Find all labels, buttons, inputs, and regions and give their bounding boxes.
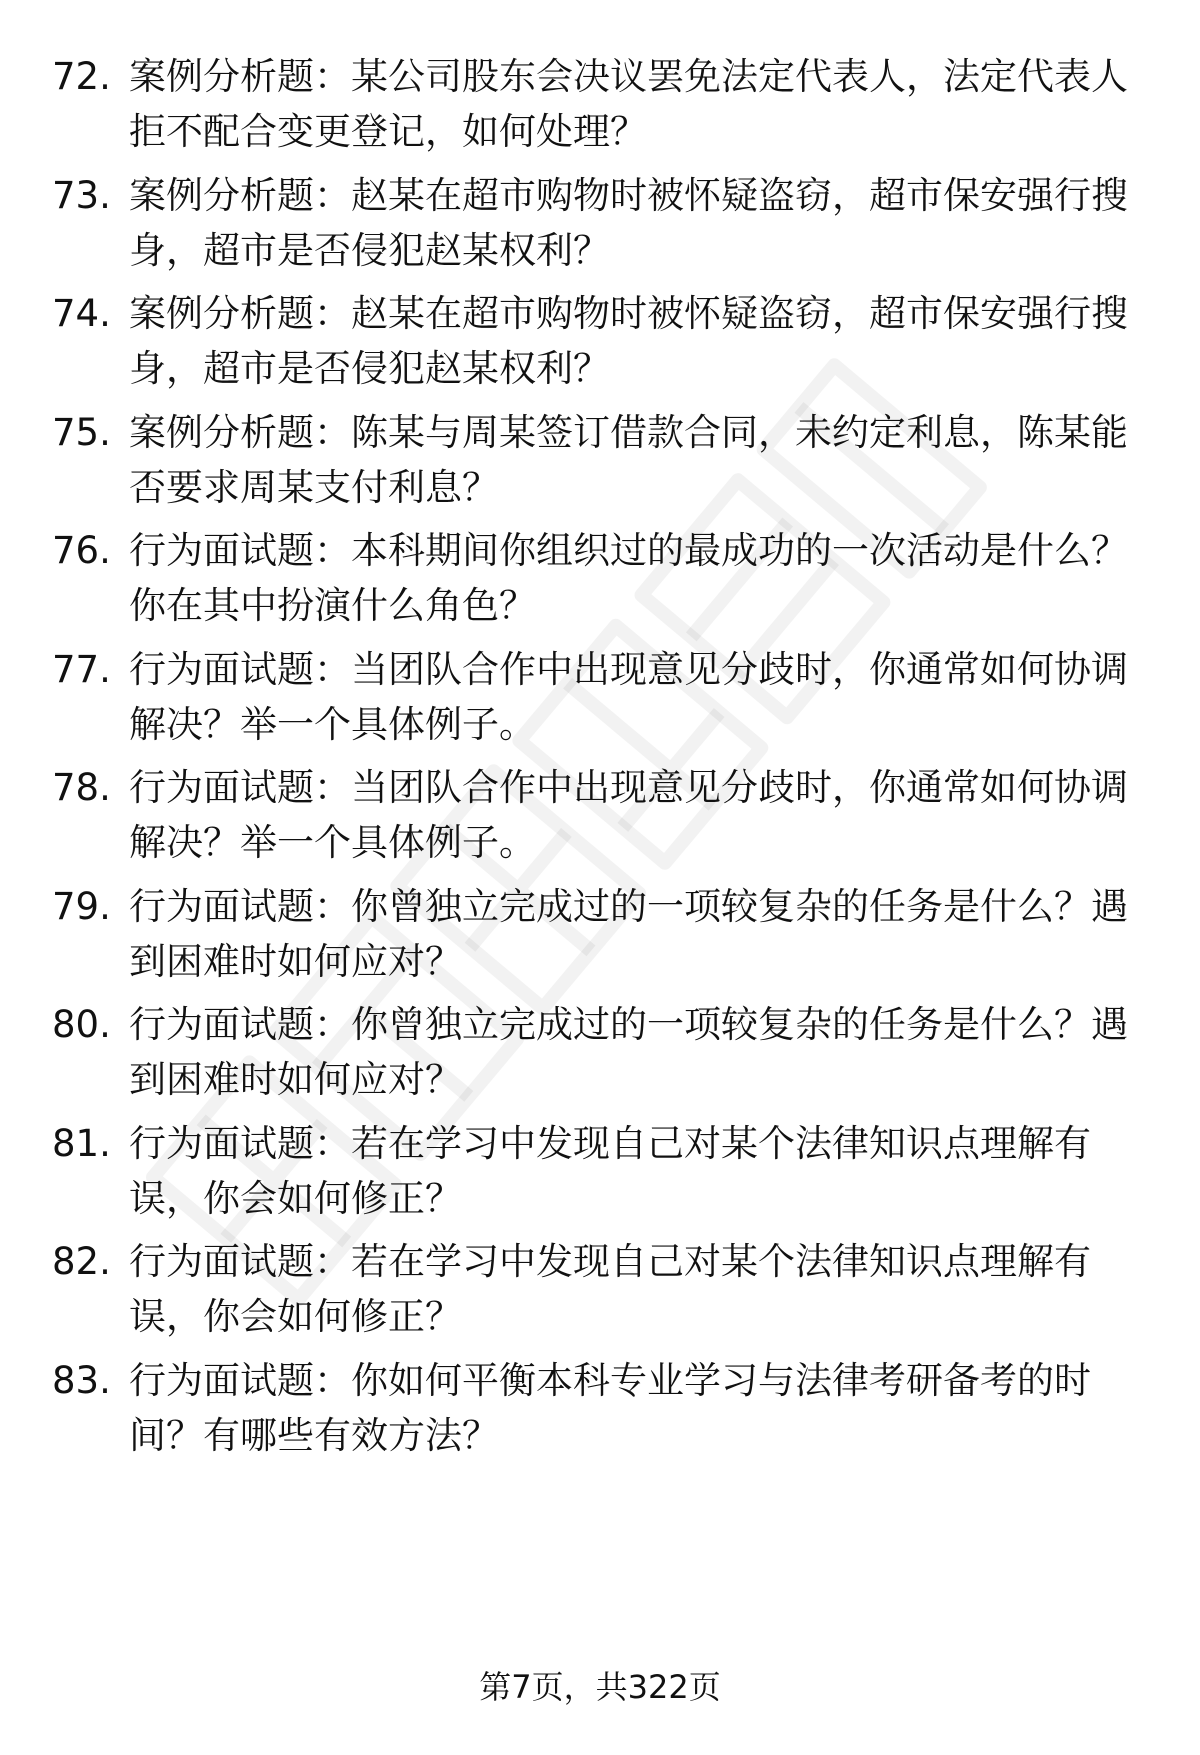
question-number: 76. (52, 529, 111, 572)
question-number: 73. (52, 174, 111, 217)
question-text: 行为面试题：若在学习中发现自己对某个法律知识点理解有误，你会如何修正？ (129, 1122, 1091, 1220)
question-number: 75. (52, 411, 111, 454)
question-text: 行为面试题：你如何平衡本科专业学习与法律考研备考的时间？有哪些有效方法？ (129, 1359, 1091, 1457)
question-number: 79. (52, 885, 111, 928)
question-number: 81. (52, 1122, 111, 1165)
question-text: 案例分析题：赵某在超市购物时被怀疑盗窃，超市保安强行搜身，超市是否侵犯赵某权利？ (129, 174, 1128, 272)
question-text: 行为面试题：你曾独立完成过的一项较复杂的任务是什么？遇到困难时如何应对？ (129, 1003, 1128, 1101)
question-text: 行为面试题：你曾独立完成过的一项较复杂的任务是什么？遇到困难时如何应对？ (129, 885, 1128, 983)
question-text: 案例分析题：陈某与周某签订借款合同，未约定利息，陈某能否要求周某支付利息？ (129, 411, 1128, 509)
page-number: 第7页，共322页 (479, 1668, 721, 1706)
question-number: 80. (52, 1003, 111, 1046)
question-text: 行为面试题：若在学习中发现自己对某个法律知识点理解有误，你会如何修正？ (129, 1240, 1091, 1338)
question-number: 82. (52, 1240, 111, 1283)
question-number: 78. (52, 766, 111, 809)
question-number: 83. (52, 1359, 111, 1402)
question-text: 行为面试题：当团队合作中出现意见分歧时，你通常如何协调解决？举一个具体例子。 (129, 766, 1128, 864)
question-number: 74. (52, 292, 111, 335)
question-text: 行为面试题：当团队合作中出现意见分歧时，你通常如何协调解决？举一个具体例子。 (129, 648, 1128, 746)
question-text: 案例分析题：某公司股东会决议罢免法定代表人，法定代表人拒不配合变更登记，如何处理？ (129, 55, 1128, 153)
question-text: 案例分析题：赵某在超市购物时被怀疑盗窃，超市保安强行搜身，超市是否侵犯赵某权利？ (129, 292, 1128, 390)
question-number: 77. (52, 648, 111, 691)
question-number: 72. (52, 55, 111, 98)
question-text: 行为面试题：本科期间你组织过的最成功的一次活动是什么？你在其中扮演什么角色？ (129, 529, 1128, 627)
